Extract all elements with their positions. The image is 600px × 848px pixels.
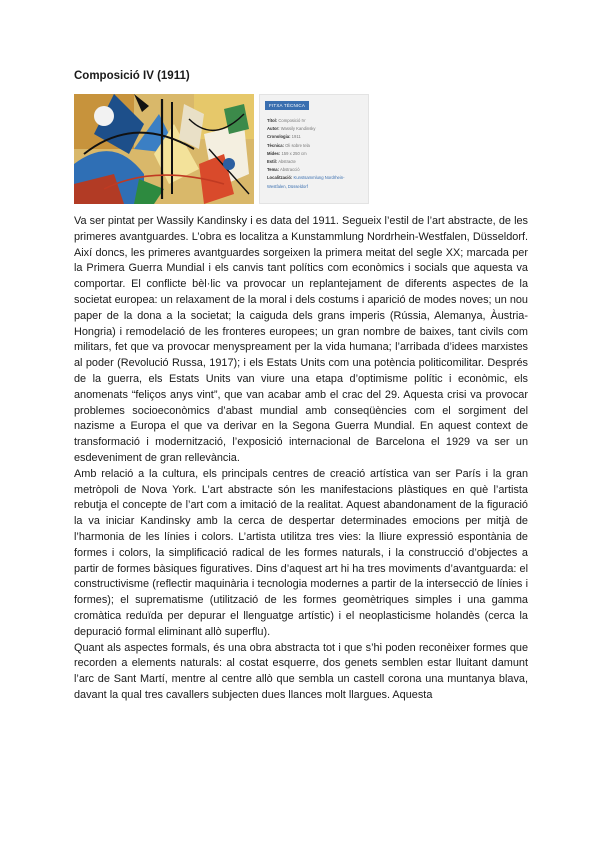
info-row-value: Westfalen, Düsseldorf xyxy=(267,183,308,189)
info-row xyxy=(267,183,364,191)
artwork-year: (1911) xyxy=(157,70,190,82)
info-row-key: Tema: xyxy=(267,167,280,173)
info-sheet-rows xyxy=(267,117,364,191)
info-row xyxy=(267,174,364,182)
paragraph-context: Va ser pintat per Wassily Kandinsky i es data del 1911. Segueix l’estil de l’art abstracte, de les primeres avantguardes. L’obra es localitza a Kunstammlung Nordrhein-Westfalen, Düsseldorf. Així doncs, les primeres avantguardes sorgeixen la primera meitat del segle XX; marcada per la Primera Guerra Mundial i els canvis tant polítics com econòmics i socials que aquesta va comportar. El conflicte bèl·lic va provocar un replantejament de diferents aspectes de la societat europea: un relaxament de la moral i dels costums i aparició de modes noves; un nou paper de la dona a la societat; la caiguda dels grans imperis (Rússia, Alemanya, Àustria-Hongria) i remodelació de les fronteres europees; un gran nombre de baixes, tant civils com militars, fet que va provocar menyspreament per la vida humana; l’arribada d’idees marxistes al poder (Revolució Russa, 1917); i els Estats Units com una potència politicomilitar. Després de la guerra, els Estats Units van viure una etapa d’optimisme polític i econòmic, els anomenats “feliços anys vint”, que van acabar amb el crac del 29. Aquesta crisi va provocar problemes socioeconòmics d’abast mundial amb conseqüències com el sorgiment del nazisme a Europa el que va derivar en la Segona Guerra Mundial. En aquest context de transformació i modernització, l’exposició internacional de Barcelona el 1929 va ser un esdeveniment de gran rellevància. xyxy=(74,215,528,464)
info-row-key: Estil: xyxy=(267,159,278,165)
info-row-value: Kunstsammlung Nordrhein- xyxy=(293,175,345,181)
info-row-value: Abstracte xyxy=(278,159,296,165)
artwork-title: Composició IV xyxy=(74,70,154,82)
body-text xyxy=(74,214,528,704)
paragraph-culture: Amb relació a la cultura, els principals centres de creació artística van ser París i la gran metròpoli de Nova York. L’art abstracte són les manifestacions plàstiques en què l’artista rebutja el concepte de l’art com a imitació de la realitat. Aquest abandonament de la figuració la va iniciar Kandinsky amb la cerca de despertar determinades emocions per mitjà de l’harmonia de les línies i colors. L’artista utilitza tres vies: la lliure expressió espontània de formes i colors, la simplificació radical de les formes naturals, i la construcció d’objectes a partir de formes bàsiques figuratives. Dins d’aquest art hi ha tres moviments d’avantguarda: el constructivisme (reflectir maquinària i tecnologia modernes a partir de la intersecció de línies i formes); el suprematisme (utilització de les formes geomètriques simples i una gamma cromàtica reduïda per depurar el llenguatge artístic) i el neoplasticisme holandès (cerca la depuració formal eliminant allò superflu). xyxy=(74,467,528,638)
info-row-value: Oli sobre tela xyxy=(285,142,310,148)
info-row-key: Títol: xyxy=(267,118,278,123)
paragraph-formal-aspects: Quant als aspectes formals, és una obra abstracta tot i que s’hi poden reconèixer formes que recorden a elements naturals: al costat esquerre, dos genets semblen estar lluitant damunt l’arc de Sant Martí, mentre al centre allò que sembla un castell corona una muntanya blava, davant la qual tres cavallers subjecten dues llances molt llargues. Aquesta xyxy=(74,641,528,701)
painting-illustration xyxy=(74,94,254,204)
info-row xyxy=(267,166,364,174)
info-row xyxy=(267,158,364,166)
info-row-key: Localització: xyxy=(267,175,293,181)
page-title xyxy=(74,70,190,82)
info-row-key: Cronologia: xyxy=(267,134,291,140)
info-row xyxy=(267,117,364,125)
info-row-key: Mides: xyxy=(267,150,281,156)
info-row xyxy=(267,142,364,150)
info-row-key: Autor: xyxy=(267,126,280,132)
painting-image xyxy=(74,94,254,204)
info-row xyxy=(267,125,364,133)
info-row xyxy=(267,133,364,141)
info-sheet-image xyxy=(259,94,369,204)
info-row xyxy=(267,150,364,158)
info-row-value: Composició IV xyxy=(278,118,306,123)
info-row-value: Wassily Kandinsky xyxy=(280,126,316,132)
info-row-value: 1911 xyxy=(291,134,301,140)
info-row-value: 159 x 250 cm xyxy=(281,150,307,156)
info-row-key: Tècnica: xyxy=(267,142,284,148)
info-row-value: Abstracció xyxy=(279,167,300,173)
info-sheet-badge: FITXA TÈCNICA xyxy=(265,101,309,110)
